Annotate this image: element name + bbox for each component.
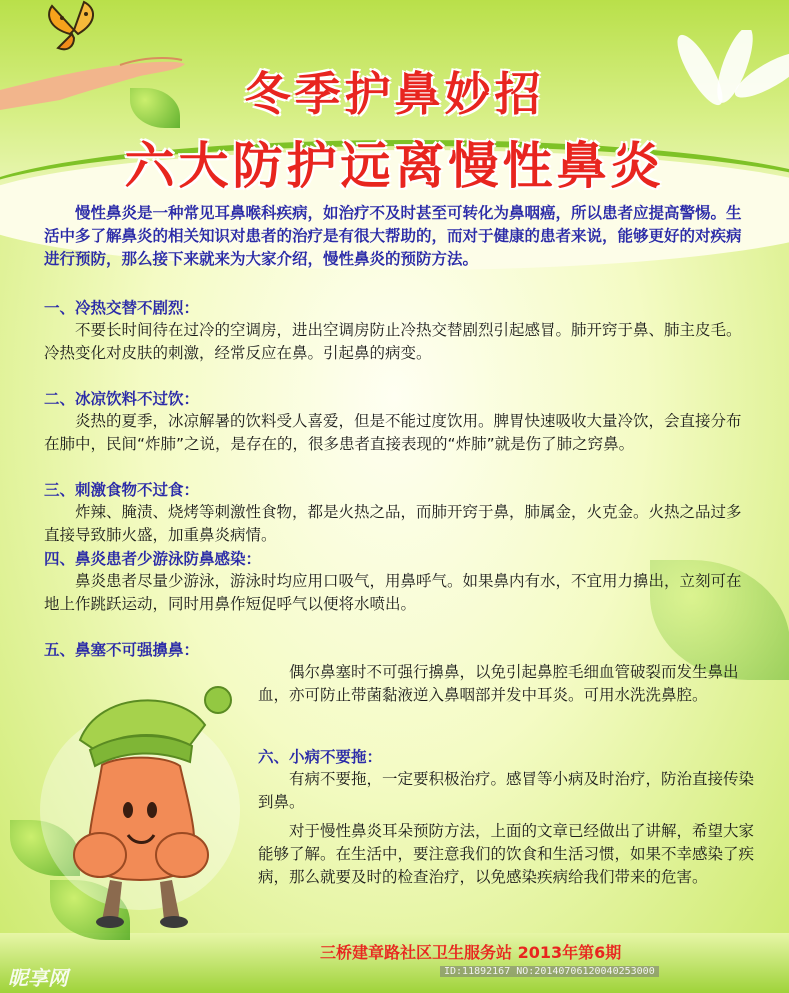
title-line-2: 六大防护远离慢性鼻炎 bbox=[124, 136, 665, 195]
section-heading: 六、小病不要拖： bbox=[258, 748, 383, 766]
section-heading: 三、刺激食物不过食： bbox=[44, 481, 200, 499]
section-body: 有病不要拖，一定要积极治疗。感冒等小病及时治疗，防治直接传染到鼻。 bbox=[258, 770, 755, 811]
section-body: 不要长时间待在过冷的空调房，进出空调房防止冷热交替剧烈引起感冒。肺开窍于鼻、肺主皮毛。冷热变化对皮肤的刺激，经常反应在鼻。引起鼻的病变。 bbox=[44, 321, 742, 362]
nose-mascot-icon bbox=[40, 670, 240, 930]
title-line-1: 冬季护鼻妙招 bbox=[244, 67, 545, 121]
section-heading: 五、鼻塞不可强擤鼻： bbox=[44, 641, 200, 659]
section-heading: 四、鼻炎患者少游泳防鼻感染： bbox=[44, 550, 262, 568]
closing-paragraph: 对于慢性鼻炎耳朵预防方法，上面的文章已经做出了讲解，希望大家能够了解。在生活中，要注意我们的饮食和生活习惯，如果不幸感染了疾病，那么就要及时的检查治疗，以免感染疾病给我们带来的危害。 bbox=[258, 822, 755, 886]
watermark-logo: 昵享网 bbox=[8, 966, 68, 990]
footer-issuer: 三桥建章路社区卫生服务站 2013年第6期 bbox=[320, 943, 622, 962]
section-body: 偶尔鼻塞时不可强行擤鼻，以免引起鼻腔毛细血管破裂而发生鼻出血，亦可防止带菌黏液逆入鼻咽部并发中耳炎。可用水洗洗鼻腔。 bbox=[258, 663, 739, 704]
section-body: 炸辣、腌渍、烧烤等刺激性食物，都是火热之品，而肺开窍于鼻，肺属金，火克金。火热之品过多直接导致肺火盛，加重鼻炎病情。 bbox=[44, 503, 742, 544]
section-heading: 一、冷热交替不剧烈： bbox=[44, 299, 200, 317]
intro-paragraph: 慢性鼻炎是一种常见耳鼻喉科疾病，如治疗不及时甚至可转化为鼻咽癌，所以患者应提高警惕。生活中多了解鼻炎的相关知识对患者的治疗是有很大帮助的，而对于健康的患者来说，能够更好的对疾病进行预防，那么接下来就来为大家介绍，慢性鼻炎的预防方法。 bbox=[44, 204, 742, 268]
section-body: 鼻炎患者尽量少游泳，游泳时均应用口吸气，用鼻呼气。如果鼻内有水，不宜用力擤出，立刻可在地上作跳跃运动，同时用鼻作短促呼气以便将水喷出。 bbox=[44, 572, 742, 613]
section-heading: 二、冰凉饮料不过饮： bbox=[44, 390, 200, 408]
butterfly-icon bbox=[44, 0, 104, 56]
watermark-id: ID:11892167 NO:20140706120040253000 bbox=[440, 966, 659, 977]
section-body: 炎热的夏季，冰凉解暑的饮料受人喜爱，但是不能过度饮用。脾胃快速吸收大量冷饮，会直接分布在肺中，民间“炸肺”之说，是存在的，很多患者直接表现的“炸肺”就是伤了肺之窍鼻。 bbox=[44, 412, 742, 453]
